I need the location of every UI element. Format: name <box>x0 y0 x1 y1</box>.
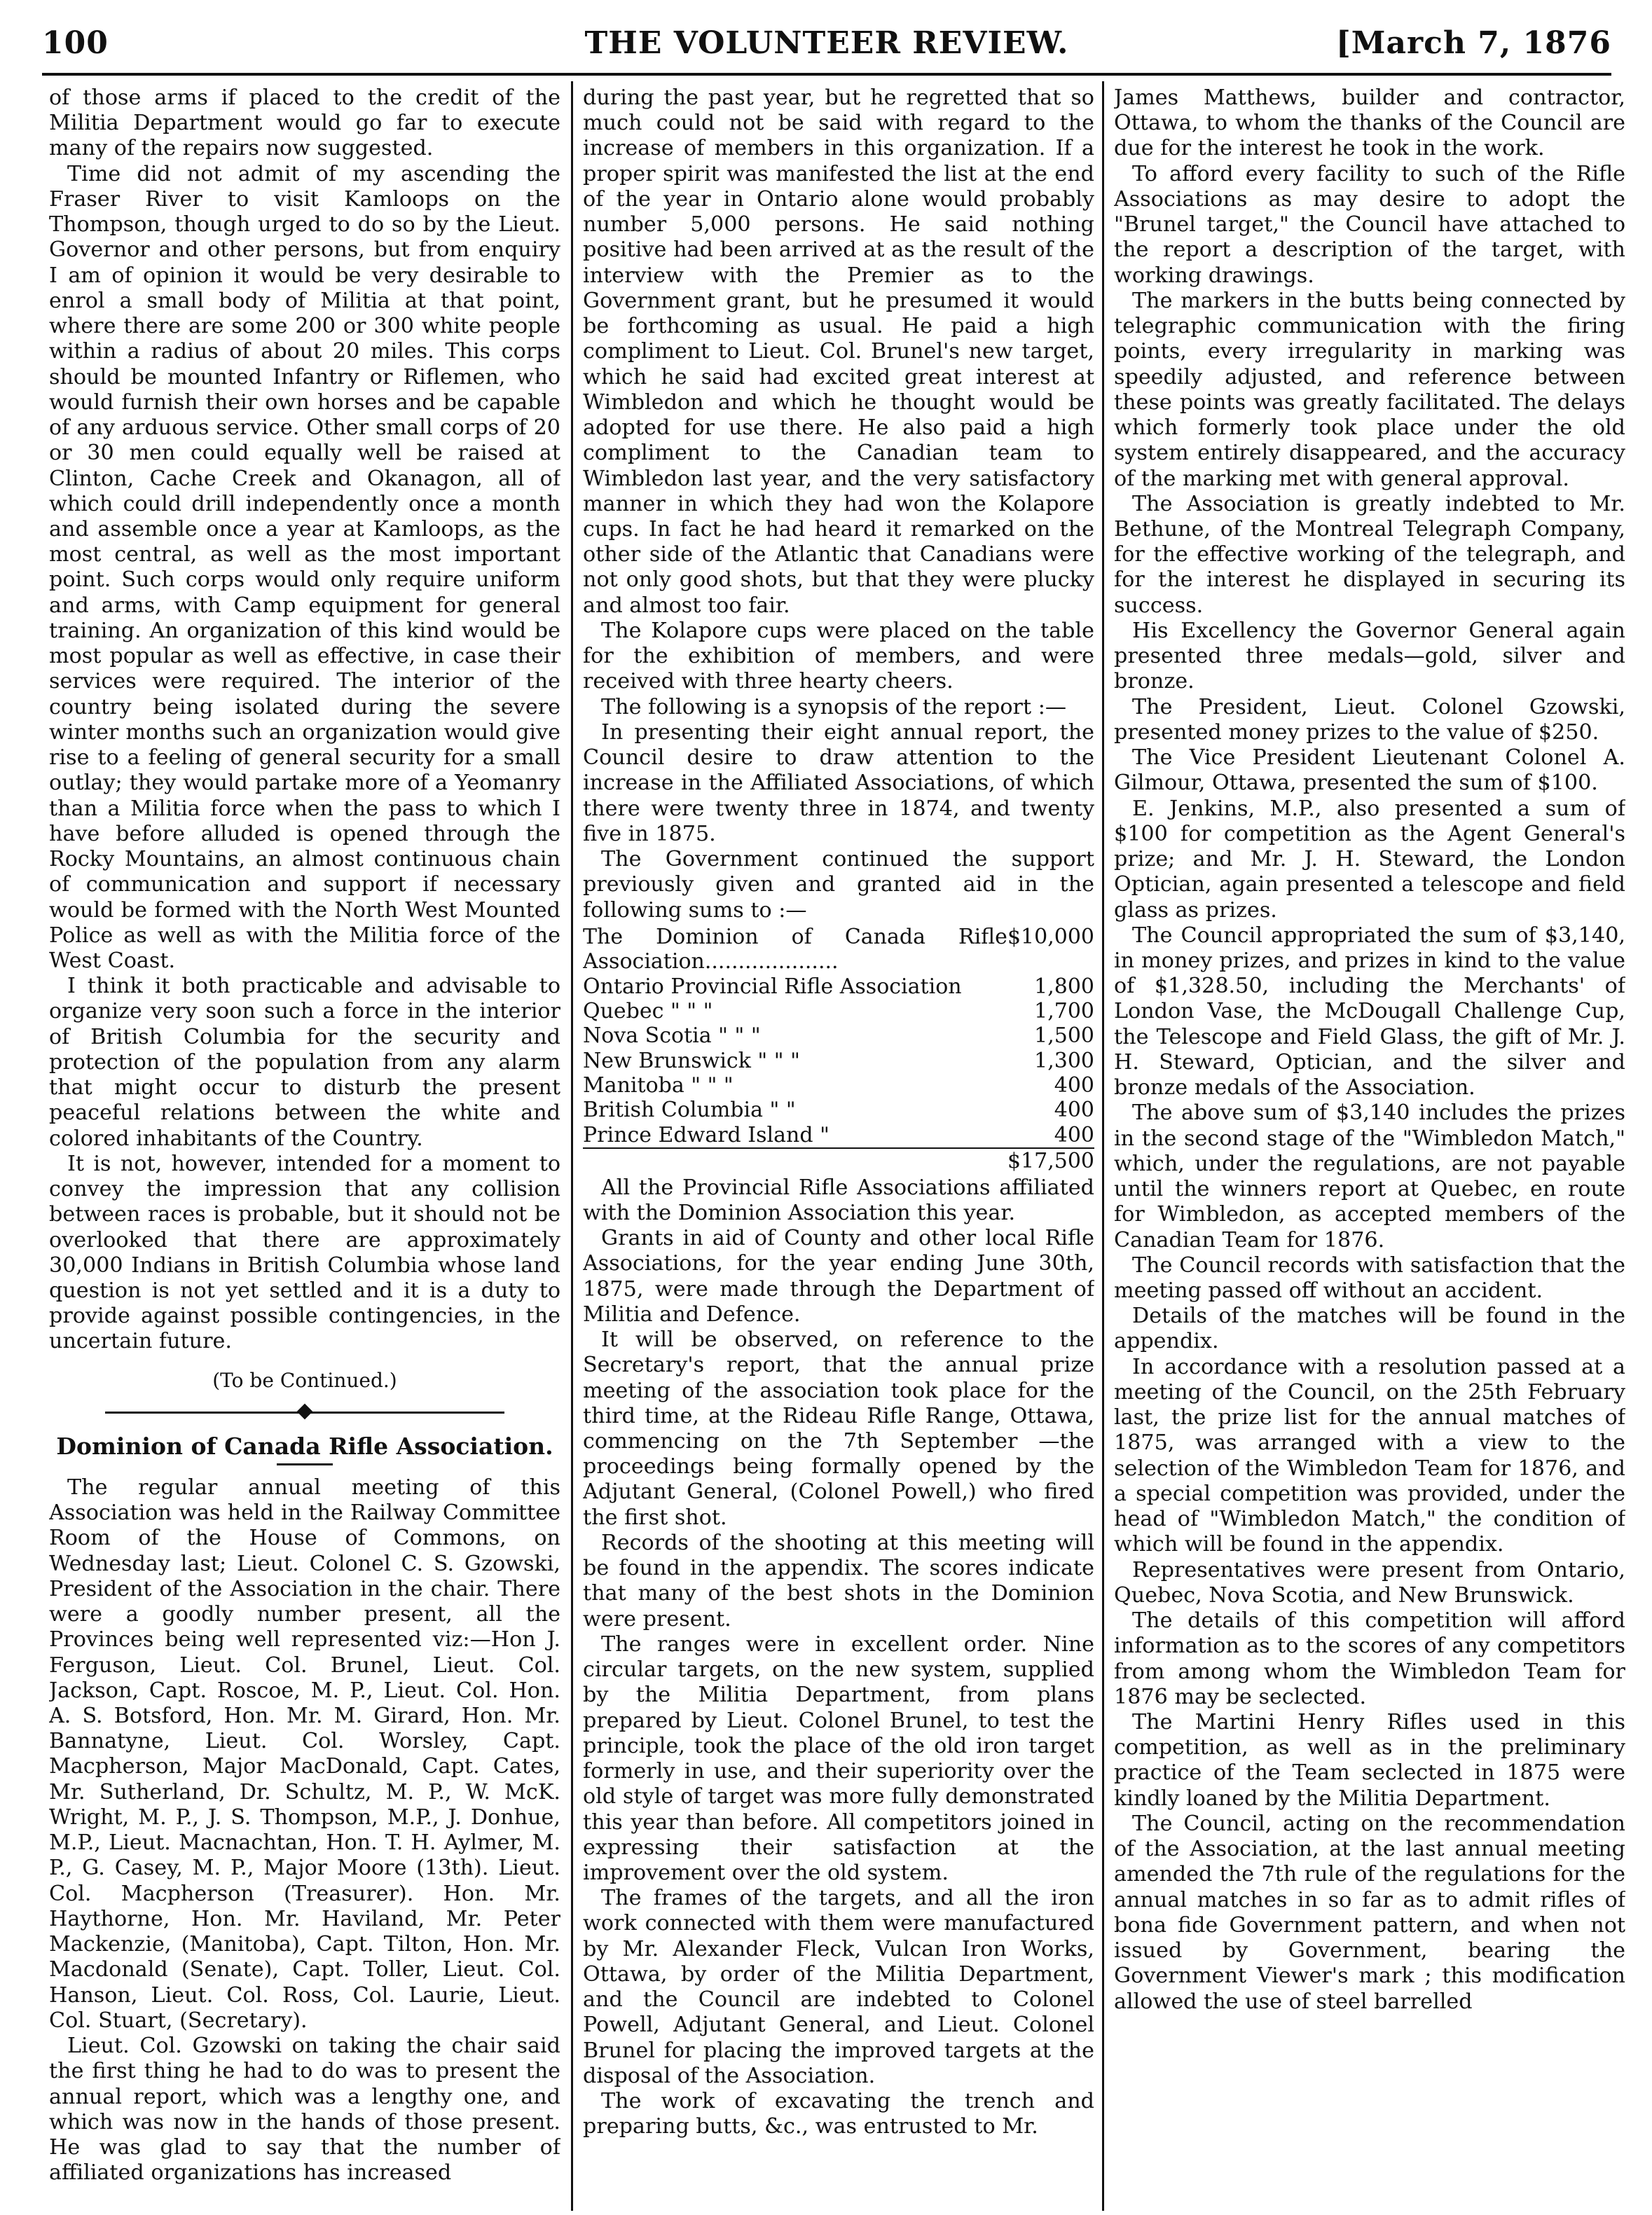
grant-amount: 1,700 <box>1034 998 1094 1023</box>
paragraph: Records of the shooting at this meeting will be found in the appendix. The scores indicate that many of the best shots in the Dominion were present. <box>583 1530 1094 1631</box>
page-number: 100 <box>42 25 109 61</box>
table-row <box>583 999 1094 1023</box>
table-row <box>583 1123 1094 1148</box>
grant-amount: 1,300 <box>1034 1048 1094 1073</box>
paragraph: The Government continued the support previously given and granted aid in the following sums to :— <box>583 847 1094 923</box>
paragraph: The Martini Henry Rifles used in this competition, as well as in the preliminary practice of the Team seclected in 1875 were kindly loaned by the Militia Department. <box>1114 1710 1625 1811</box>
grants-total: $17,500 <box>1007 1149 1094 1174</box>
paragraph: The President, Lieut. Colonel Gzowski, presented money prizes to the value of $250. <box>1114 694 1625 745</box>
column-2 <box>583 85 1094 2194</box>
header-rule <box>42 73 1611 76</box>
to-be-continued: (To be Continued.) <box>212 1368 397 1392</box>
total-row <box>583 1148 1094 1173</box>
grant-amount: $10,000 <box>1007 924 1094 949</box>
grant-amount: 400 <box>1054 1122 1094 1147</box>
page-header <box>42 25 1611 70</box>
paragraph: In presenting their eight annual report, the Council desire to draw attention to the increase in the Affiliated Associations, of which there were twenty three in 1874, and twenty five in 1875. <box>583 719 1094 846</box>
paragraph: Lieut. Col. Gzowski on taking the chair said the first thing he had to do was to present the annual report, which was a lengthy one, and which was now in the hands of those present. He was glad to say that the number of affiliated organizations has increased <box>49 2034 560 2186</box>
grant-recipient: British Columbia " " <box>583 1098 796 1123</box>
section-title: Dominion of Canada Rifle Association. <box>56 1433 553 1461</box>
paragraph: The details of this competition will afford information as to the scores of any competitors from among whom the Wimbledon Team for 1876 may be seclected. <box>1114 1608 1625 1709</box>
paragraph: The Vice President Lieutenant Colonel A. Gilmour, Ottawa, presented the sum of $100. <box>1114 745 1625 796</box>
ornamental-divider <box>105 1405 504 1420</box>
paragraph: of those arms if placed to the credit of the Militia Department would go far to execute many of the repairs now suggested. <box>49 85 560 161</box>
grants-table <box>583 925 1094 1174</box>
column-divider-2 <box>1102 81 1104 2211</box>
column-1 <box>49 85 560 2194</box>
paragraph: The work of excavating the trench and preparing butts, &c., was entrusted to Mr. <box>583 2089 1094 2139</box>
paragraph: The following is a synopsis of the report :— <box>601 694 1067 719</box>
paragraph: Representatives were present from Ontario, Quebec, Nova Scotia, and New Brunswick. <box>1114 1557 1625 1608</box>
table-row <box>583 1098 1094 1122</box>
paragraph: The Council records with satisfaction that the meeting passed off without an accident. <box>1114 1253 1625 1304</box>
table-row <box>583 1049 1094 1073</box>
paragraph: Grants in aid of County and other local Rifle Associations, for the year ending June 30th, 1875, were made through the Department of Militia and Defence. <box>583 1226 1094 1327</box>
paragraph: Time did not admit of my ascending the Fraser River to visit Kamloops on the Thompson, though urged to do so by the Lieut. Governor and other persons, but from enquiry I am of opinion it would be very desirable to enrol a small body of Militia at that point, where there are some 200 or 300 white people within a radius of about 20 miles. This corps should be mounted Infantry or Riflemen, who would furnish their own horses and be capable of any arduous service. Other small corps of 20 or 30 men could equally well be raised at Clinton, Cache Creek and Okanagon, all of which could drill independently once a month and assemble once a year at Kamloops, as the most central, as well as the most important point. Such corps would only require uniform and arms, with Camp equipment for general training. An organization of this kind would be most popular as well as effective, in case their services were required. The interior of the country being isolated during the severe winter months such an organization would give rise to a feeling of general security for a small outlay; they would partake more of a Yeomanry than a Militia force when the pass to which I have before alluded is opened through the Rocky Mountains, an almost continuous chain of communication and support if necessary would be formed with the North West Mounted Police as well as with the Militia force of the West Coast. <box>49 161 560 973</box>
grant-recipient: Nova Scotia " " " <box>583 1023 761 1049</box>
paragraph: Details of the matches will be found in the appendix. <box>1114 1304 1625 1354</box>
paragraph: during the past year, but he regretted that so much could not be said with regard to the increase of members in this organization. If a proper spirit was manifested the list at the end of the year in Ontario alone would probably number 5,000 persons. He said nothing positive had been arrived at as the result of the interview with the Premier as to the Government grant, but he presumed it would be forthcoming as usual. He paid a high compliment to Lieut. Col. Brunel's new target, which he said had excited great interest at Wimbledon and which he thought would be adopted for use there. He also paid a high compliment to the Canadian team to Wimbledon last year, and the very satisfactory manner in which they had won the Kolapore cups. In fact he had heard it remarked on the other side of the Atlantic that Canadians were not only good shots, but that they were plucky and almost too fair. <box>583 85 1094 618</box>
table-row <box>583 974 1094 999</box>
paragraph: The Council, acting on the recommendation of the Association, at the last annual meeting amended the 7th rule of the regulations for the annual matches in so far as to admit rifles of bona fide Government pattern, and when not issued by Government, bearing the Government Viewer's mark ; this modification allowed the use of steel barrelled <box>1114 1811 1625 2014</box>
paragraph: The markers in the butts being connected by telegraphic communication with the firing points, every irregularity in marking was speedily adjusted, and reference between these points was greatly facilitated. The delays which formerly took place under the old system entirely disappeared, and the accuracy of the marking met with general approval. <box>1114 288 1625 491</box>
table-row <box>583 1073 1094 1098</box>
table-row <box>583 1023 1094 1048</box>
paragraph: E. Jenkins, M.P., also presented a sum of $100 for competition as the Agent General's prize; and Mr. J. H. Steward, the London Optician, again presented a telescope and field glass as prizes. <box>1114 796 1625 923</box>
paragraph: The Kolapore cups were placed on the table for the exhibition of members, and were received with three hearty cheers. <box>583 618 1094 694</box>
column-divider-1 <box>571 81 573 2211</box>
paragraph: To afford every facility to such of the Rifle Associations as may desire to adopt the "Brunel target," the Council have attached to the report a description of the target, with working drawings. <box>1114 161 1625 288</box>
paragraph: The Council appropriated the sum of $3,140, in money prizes, and prizes in kind to the value of $1,328.50, including the Merchants' of London Vase, the McDougall Challenge Cup, the Telescope and Field Glass, the gift of Mr. J. H. Steward, Optician, and the silver and bronze medals of the Association. <box>1114 923 1625 1100</box>
grant-amount: 400 <box>1054 1073 1094 1098</box>
grant-amount: 400 <box>1054 1098 1094 1123</box>
paragraph: It will be observed, on reference to the Secretary's report, that the annual prize meeting of the association took place for the third time, at the Rideau Rifle Range, Ottawa, commencing on the 7th September —the proceedings being formally opened by the Adjutant General, (Colonel Powell,) who fired the first shot. <box>583 1327 1094 1530</box>
paragraph: James Matthews, builder and contractor, Ottawa, to whom the thanks of the Council are due for the interest he took in the work. <box>1114 85 1625 161</box>
paragraph: The above sum of $3,140 includes the prizes in the second stage of the "Wimbledon Match," which, under the regulations, are not payable until the winners report at Quebec, en route for Wimbledon, as accepted members of the Canadian Team for 1876. <box>1114 1100 1625 1253</box>
paragraph: It is not, however, intended for a moment to convey the impression that any collision between races is probable, but it should not be overlooked that there are approximately 30,000 Indians in British Columbia whose land question is not yet settled and it is a duty to provide against possible contingencies, in the uncertain future. <box>49 1151 560 1354</box>
grant-recipient: Manitoba " " " <box>583 1073 734 1098</box>
grant-recipient: New Brunswick " " " <box>583 1048 800 1073</box>
paragraph: I think it both practicable and advisable to organize very soon such a force in the interior of British Columbia for the security and protection of the population from any alarm that might occur to disturb the present peaceful relations between the white and colored inhabitants of the Country. <box>49 974 560 1151</box>
grant-recipient: Ontario Provincial Rifle Association <box>583 974 962 999</box>
publication-title: THE VOLUNTEER REVIEW. <box>584 25 1069 61</box>
paragraph: The frames of the targets, and all the iron work connected with them were manufactured by Mr. Alexander Fleck, Vulcan Iron Works, Ottawa, by order of the Militia Department, and the Council are indebted to Colonel Powell, Adjutant General, and Lieut. Colonel Brunel for placing the improved targets at the disposal of the Association. <box>583 1886 1094 2088</box>
table-row <box>583 925 1094 974</box>
title-rule <box>277 1463 333 1465</box>
column-3 <box>1114 85 1625 2194</box>
issue-date: [March 7, 1876 <box>1335 25 1611 61</box>
grant-amount: 1,500 <box>1034 1023 1094 1049</box>
grant-amount: 1,800 <box>1034 974 1094 999</box>
paragraph: The ranges were in excellent order. Nine circular targets, on the new system, supplied by the Militia Department, from plans prepared by Lieut. Colonel Brunel, to test the principle, took the place of the old iron target formerly in use, and their superiority over the old style of target was more fully demonstrated this year than before. All competitors joined in expressing their satisfaction at the improvement over the old system. <box>583 1631 1094 1885</box>
grant-recipient: Prince Edward Island " <box>583 1122 830 1147</box>
paragraph: The regular annual meeting of this Association was held in the Railway Committee Room of the House of Commons, on Wednesday last; Lieut. Colonel C. S. Gzowski, President of the Association in the chair. There were a goodly number present, all the Provinces being well represented viz:—Hon J. Ferguson, Lieut. Col. Brunel, Lieut. Col. Jackson, Capt. Roscoe, M. P., Lieut. Col. Hon. A. S. Botsford, Hon. Mr. M. Girard, Hon. Mr. Bannatyne, Lieut. Col. Worsley, Capt. Macpherson, Major MacDonald, Capt. Cates, Mr. Sutherland, Dr. Schultz, M. P., W. McK. Wright, M. P., J. S. Thompson, M.P., J. Donhue, M.P., Lieut. Macnachtan, Hon. T. H. Aylmer, M. P., G. Casey, M. P., Major Moore (13th). Lieut. Col. Macpherson (Treasurer). Hon. Mr. Haythorne, Hon. Mr. Haviland, Mr. Peter Mackenzie, (Manitoba), Capt. Tilton, Hon. Mr. Macdonald (Senate), Capt. Toller, Lieut. Col. Hanson, Lieut. Col. Ross, Col. Laurie, Lieut. Col. Stuart, (Secretary). <box>49 1475 560 2033</box>
paragraph: The Association is greatly indebted to Mr. Bethune, of the Montreal Telegraph Company, for the effective working of the telegraph, and for the interest he displayed in securing its success. <box>1114 491 1625 618</box>
paragraph: All the Provincial Rifle Associations affiliated with the Dominion Association this year. <box>583 1175 1094 1225</box>
grant-recipient: The Dominion of Canada Rifle Association.................... <box>583 924 1007 974</box>
paragraph: In accordance with a resolution passed at a meeting of the Council, on the 25th February last, the prize list for the annual matches of 1875, was arranged with a view to the selection of the Wimbledon Team for 1876, and a special competition was provided, under the head of "Wimbledon Match," the condition of which will be found in the appendix. <box>1114 1354 1625 1557</box>
paragraph: His Excellency the Governor General again presented three medals—gold, silver and bronze. <box>1114 618 1625 694</box>
grant-recipient: Quebec " " " <box>583 998 713 1023</box>
